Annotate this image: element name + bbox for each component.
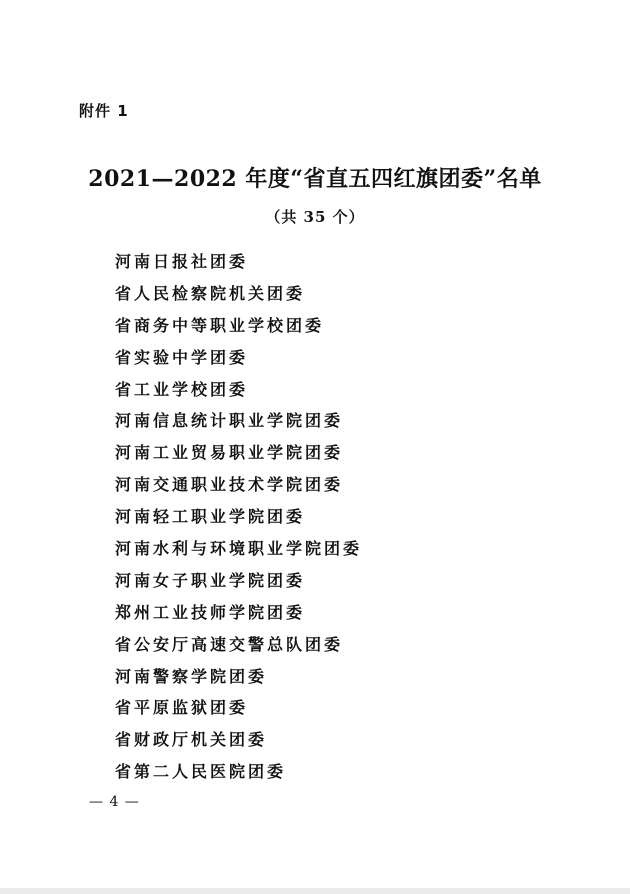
list-item: 省商务中等职业学校团委	[115, 315, 325, 335]
list-item: 河南轻工职业学院团委	[115, 507, 306, 527]
list-item: 省财政厅机关团委	[115, 730, 268, 750]
organization-list	[115, 251, 362, 793]
list-item: 省实验中学团委	[115, 347, 249, 367]
list-item: 省工业学校团委	[115, 379, 249, 399]
list-item: 河南工业贸易职业学院团委	[115, 443, 344, 463]
list-item: 河南水利与环境职业学院团委	[115, 539, 363, 559]
list-item: 河南信息统计职业学院团委	[115, 411, 344, 431]
list-item: 省第二人民医院团委	[115, 762, 287, 782]
document-title: 2021—2022 年度“省直五四红旗团委”名单	[88, 166, 542, 192]
list-item: 省公安厅高速交警总队团委	[115, 634, 344, 654]
bottom-edge	[0, 888, 630, 894]
list-item: 河南警察学院团委	[115, 666, 268, 686]
list-item: 河南交通职业技术学院团委	[115, 475, 344, 495]
list-item: 省平原监狱团委	[115, 698, 249, 718]
list-item: 省人民检察院机关团委	[115, 283, 306, 303]
page-number: — 4 —	[89, 794, 140, 810]
document-subtitle: （共 35 个）	[265, 208, 365, 226]
attachment-label: 附件 1	[79, 102, 129, 120]
list-item: 河南日报社团委	[115, 252, 249, 271]
list-item: 河南女子职业学院团委	[115, 570, 306, 590]
list-item: 郑州工业技师学院团委	[115, 602, 306, 622]
